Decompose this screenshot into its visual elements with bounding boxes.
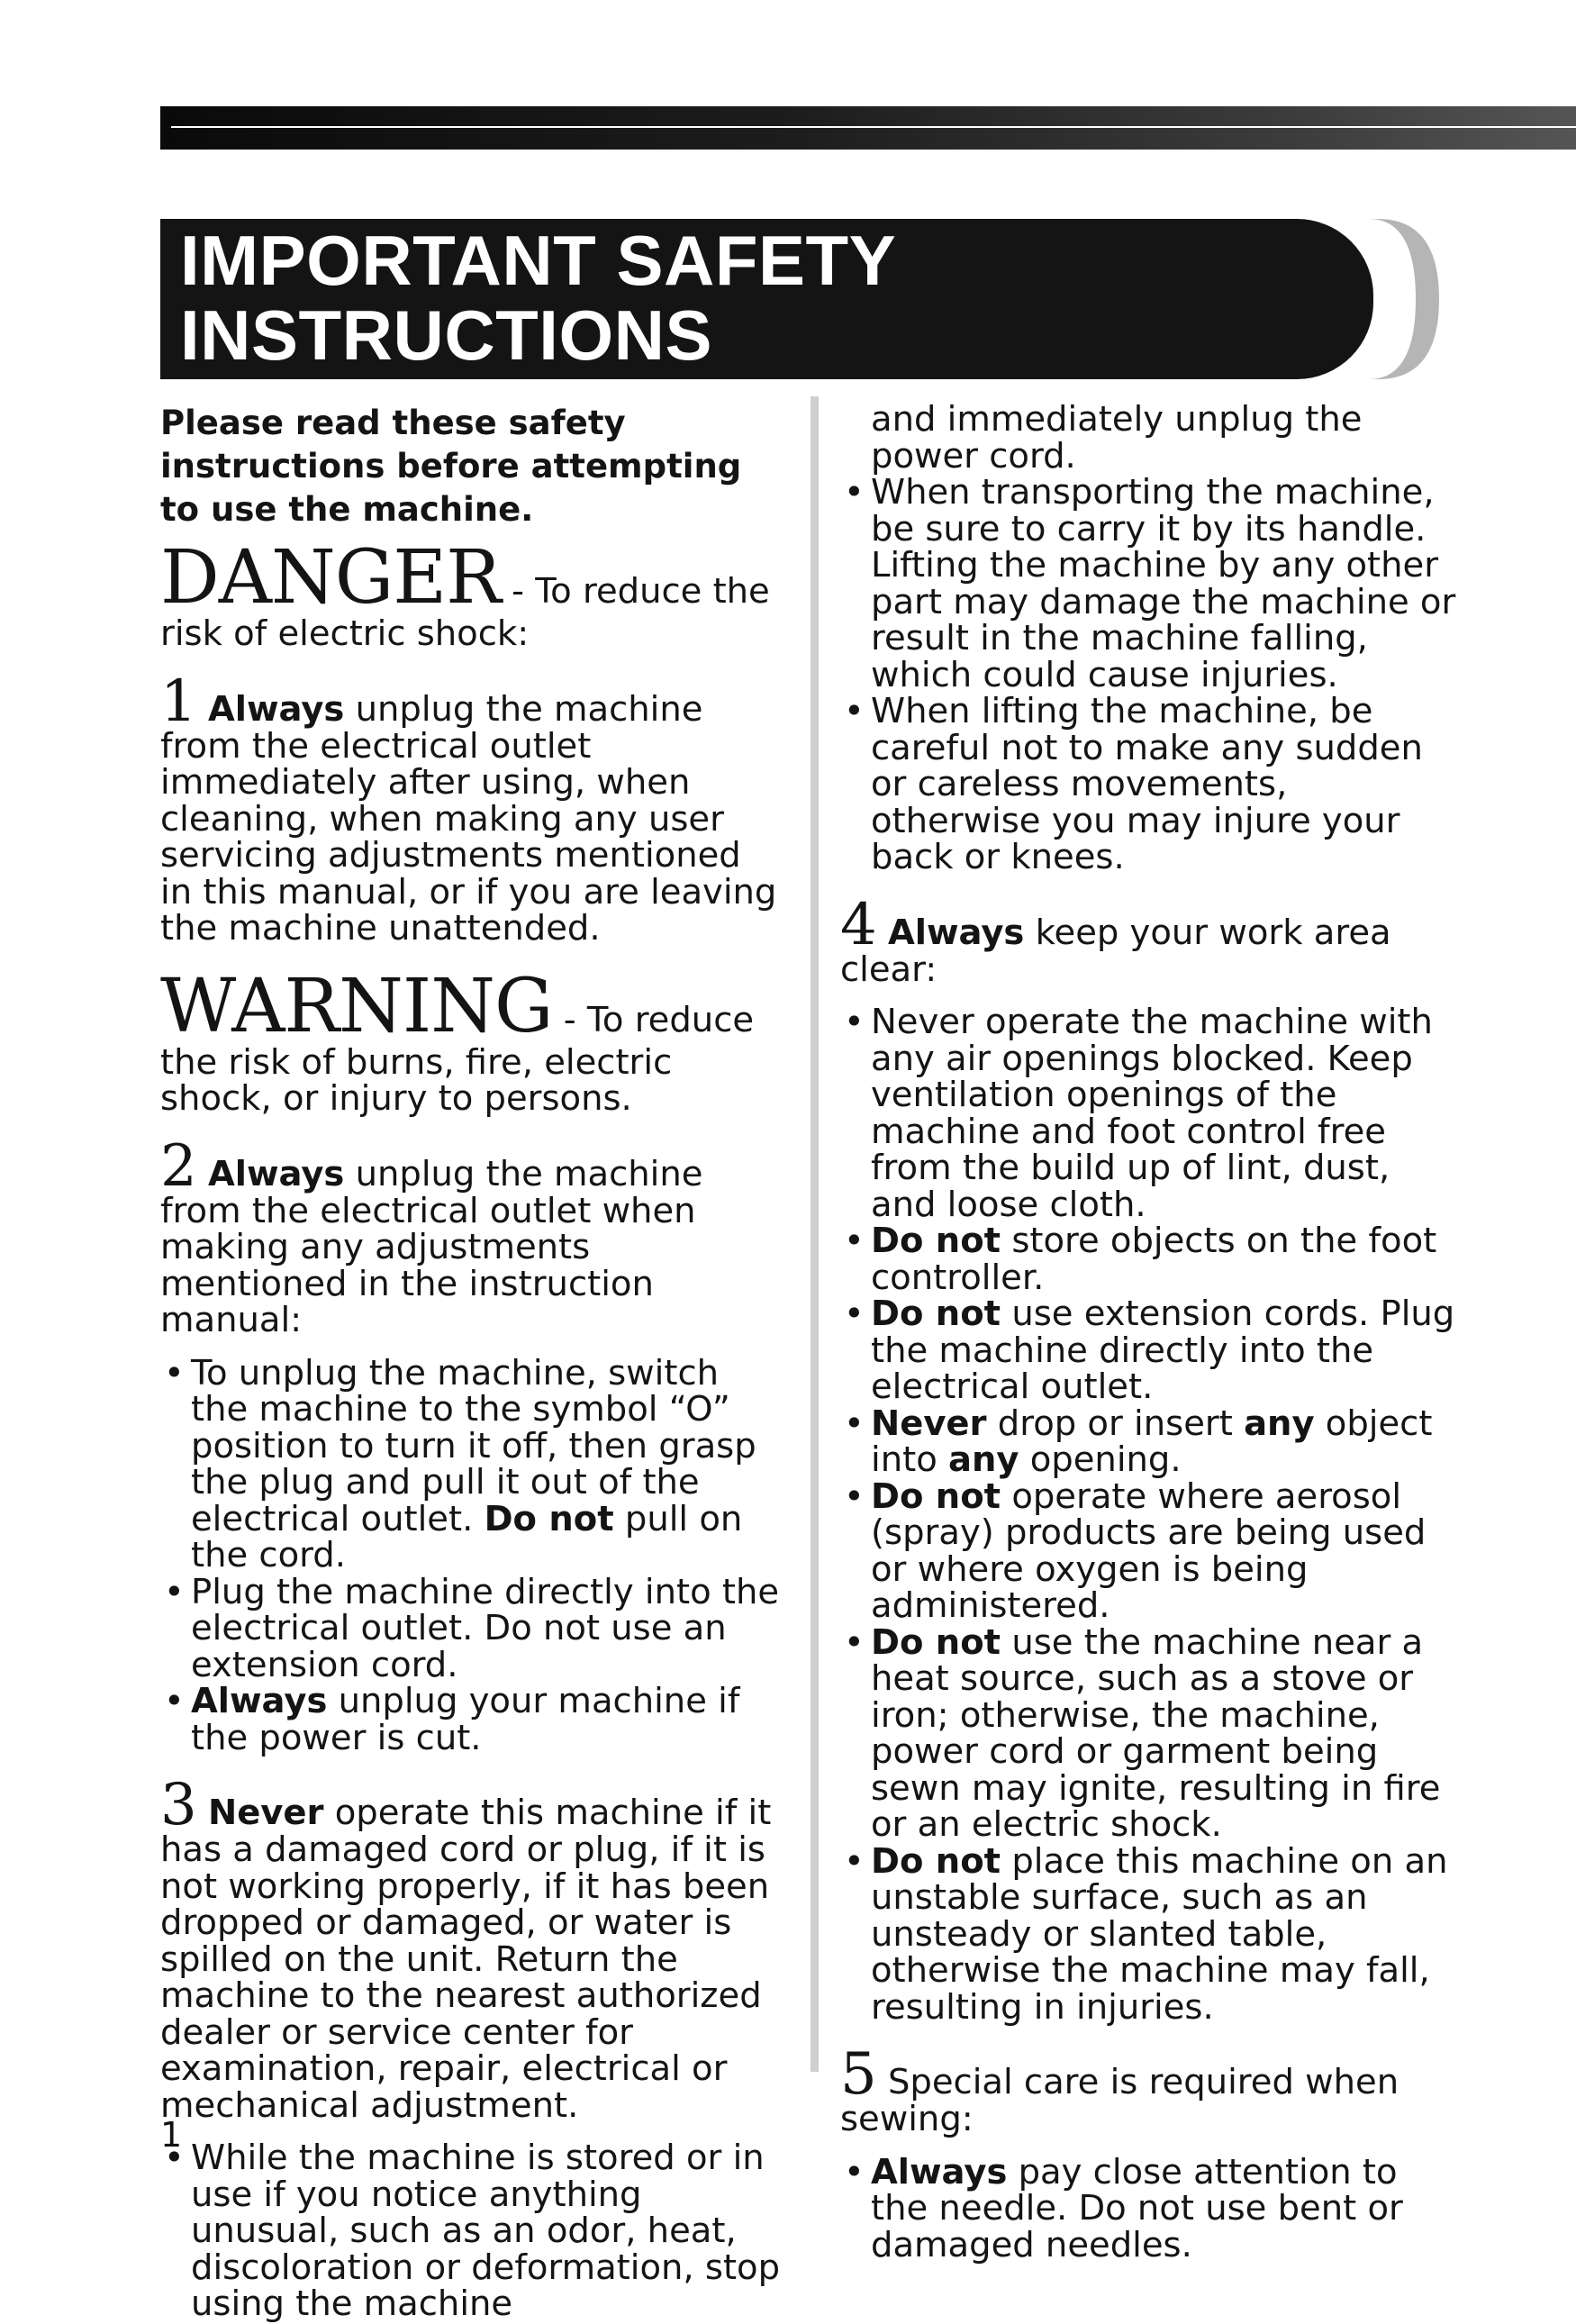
page-title-line-1: IMPORTANT SAFETY	[180, 221, 897, 300]
item-4-bullet-2-text: store objects on the foot controller.	[871, 1221, 1437, 1298]
warning-word: WARNING	[160, 963, 553, 1049]
item-4-number: 4	[840, 891, 877, 958]
item-4-bullet-4-mid: drop or insert	[986, 1403, 1245, 1444]
item-4-bullet-7-bold: Do not	[871, 1840, 1001, 1882]
right-column	[840, 399, 1462, 2265]
item-3-bold: Never	[207, 1793, 324, 1833]
list-item	[840, 1403, 1462, 1480]
item-5-text: Special care is required when sewing:	[840, 2062, 1399, 2139]
item-4	[840, 891, 1462, 990]
item-4-bullet-4-end: opening.	[1019, 1439, 1182, 1480]
item-2-text: unplug the machine from the electrical outlet when making any adjustments mentioned in the instruction manual:	[160, 1153, 703, 1340]
item-3-bullet-3-text: When lifting the machine, be careful not to make any sudden or careless movements, otherwise you may injure your back or knees.	[871, 691, 1423, 877]
item-2-bullet-3-bold: Always	[191, 1681, 328, 1721]
item-4-bullet-5-text: operate where aerosol (spray) products are being used or where oxygen is being administered.	[871, 1475, 1427, 1626]
item-5-bullet-1-bold: Always	[871, 2151, 1008, 2192]
item-3-bullet-2-text: When transporting the machine, be sure to carry it by its handle. Lifting the machine by any other part may damage the machine or result in the machine falling, which could cause injuries.	[871, 472, 1456, 695]
danger-heading	[160, 535, 782, 654]
page-title	[180, 223, 1306, 373]
item-2-number: 2	[160, 1132, 197, 1200]
item-3-text: operate this machine if it has a damaged cord or plug, if it is not working properly, if it has been dropped or damaged, or water is spilled on the unit. Return the machine to the nearest authorized dealer or service center for examination, repair, electrical or mechanical adjustment.	[160, 1793, 772, 2126]
danger-word: DANGER	[160, 535, 501, 621]
item-2	[160, 1132, 782, 1340]
item-2-bullet-2-text: Plug the machine directly into the electrical outlet. Do not use an extension cord.	[191, 1571, 780, 1685]
header-bar	[160, 106, 1576, 150]
item-4-bullet-4-mid-2: object into	[871, 1403, 1433, 1480]
list-item	[840, 691, 1462, 877]
item-4-bullet-3-text: use extension cords. Plug the machine directly into the electrical outlet.	[871, 1294, 1455, 1407]
page-number: 1	[160, 2115, 183, 2155]
list-item	[840, 1840, 1462, 2028]
item-4-bold: Always	[887, 912, 1025, 953]
item-5-bullet-1-text: pay close attention to the needle. Do not use bent or damaged needles.	[871, 2151, 1403, 2265]
list-item	[840, 1621, 1462, 1845]
warning-suffix: - To reduce the risk of burns, fire, electric shock, or injury to persons.	[160, 999, 755, 1119]
item-2-bullet-1-end: pull on the cord.	[191, 1498, 743, 1575]
list-item	[840, 1004, 1462, 1223]
item-3-bullet-1-continued: and immediately unplug the power cord.	[871, 399, 1363, 477]
list-item	[840, 399, 1462, 477]
item-4-bullet-4-bold-3: any	[948, 1439, 1019, 1480]
item-4-bullet-3-bold: Do not	[871, 1294, 1001, 1334]
item-1-bold: Always	[207, 688, 345, 730]
item-3-number: 3	[160, 1772, 197, 1838]
list-item	[160, 1352, 782, 1575]
intro-text: Please read these safety instructions before attempting to use the machine.	[160, 404, 742, 529]
item-4-bullet-1-text: Never operate the machine with any air openings blocked. Keep ventilation openings of the machine and foot control free from the build up of lint, dust, and loose cloth.	[871, 1002, 1433, 1225]
list-item	[160, 1571, 782, 1685]
page-title-line-2: INSTRUCTIONS	[180, 295, 712, 375]
item-1-number: 1	[160, 667, 197, 735]
list-item	[840, 1223, 1462, 1296]
item-3-bullet-1-text: While the machine is stored or in use if you notice anything unusual, such as an odor, heat, discoloration or deformation, stop using the machine	[191, 2138, 781, 2324]
item-3	[160, 1772, 782, 2126]
list-item	[840, 1296, 1462, 1406]
item-1-text: unplug the machine from the electrical outlet immediately after using, when cleaning, when making any user servicing adjustments mentioned in this manual, or if you are leaving the machine unattended.	[160, 688, 777, 949]
list-item	[840, 1475, 1462, 1626]
item-2-bullets	[160, 1352, 782, 1758]
item-4-bullet-5-bold: Do not	[871, 1475, 1001, 1517]
item-4-bullet-6-text: use the machine near a heat source, such as a stove or iron; otherwise, the machine, power cord or garment being sewn may ignite, resulting in fire or an electric shock.	[871, 1621, 1441, 1845]
item-2-bullet-1-bold: Do not	[484, 1498, 614, 1539]
list-item	[160, 2140, 782, 2323]
item-5	[840, 2041, 1462, 2139]
column-divider	[811, 396, 819, 2072]
left-column	[160, 402, 782, 2323]
item-2-bold: Always	[207, 1153, 345, 1194]
item-4-bullet-2-bold: Do not	[871, 1221, 1001, 1261]
list-item	[840, 472, 1462, 695]
item-2-bullet-3-text: unplug your machine if the power is cut.	[191, 1681, 740, 1758]
item-4-bullets	[840, 1004, 1462, 2026]
item-2-bullet-1-text: To unplug the machine, switch the machine to the symbol “O” position to turn it off, then grasp the plug and pull it out of the electrical outlet.	[191, 1352, 756, 1539]
item-5-bullets	[840, 2151, 1462, 2265]
item-4-bullet-6-bold: Do not	[871, 1621, 1001, 1663]
item-1	[160, 667, 782, 949]
header-bar-line	[171, 126, 1576, 128]
banner-bracket-decoration	[1369, 219, 1450, 379]
item-4-bullet-4-bold-2: any	[1244, 1403, 1315, 1444]
list-item	[160, 1681, 782, 1758]
item-5-number: 5	[840, 2041, 877, 2108]
item-4-text: keep your work area clear:	[840, 912, 1391, 990]
danger-suffix: - To reduce the risk of electric shock:	[160, 571, 770, 654]
list-item	[840, 2151, 1462, 2265]
item-4-bullet-7-text: place this machine on an unstable surface, such as an unsteady or slanted table, otherwise the machine may fall, resulting in injuries.	[871, 1840, 1448, 2028]
warning-heading	[160, 963, 782, 1119]
item-3-bullets	[160, 2140, 782, 2323]
item-4-bullet-4-bold: Never	[871, 1403, 987, 1444]
item-3-bullets-continued	[840, 399, 1462, 877]
